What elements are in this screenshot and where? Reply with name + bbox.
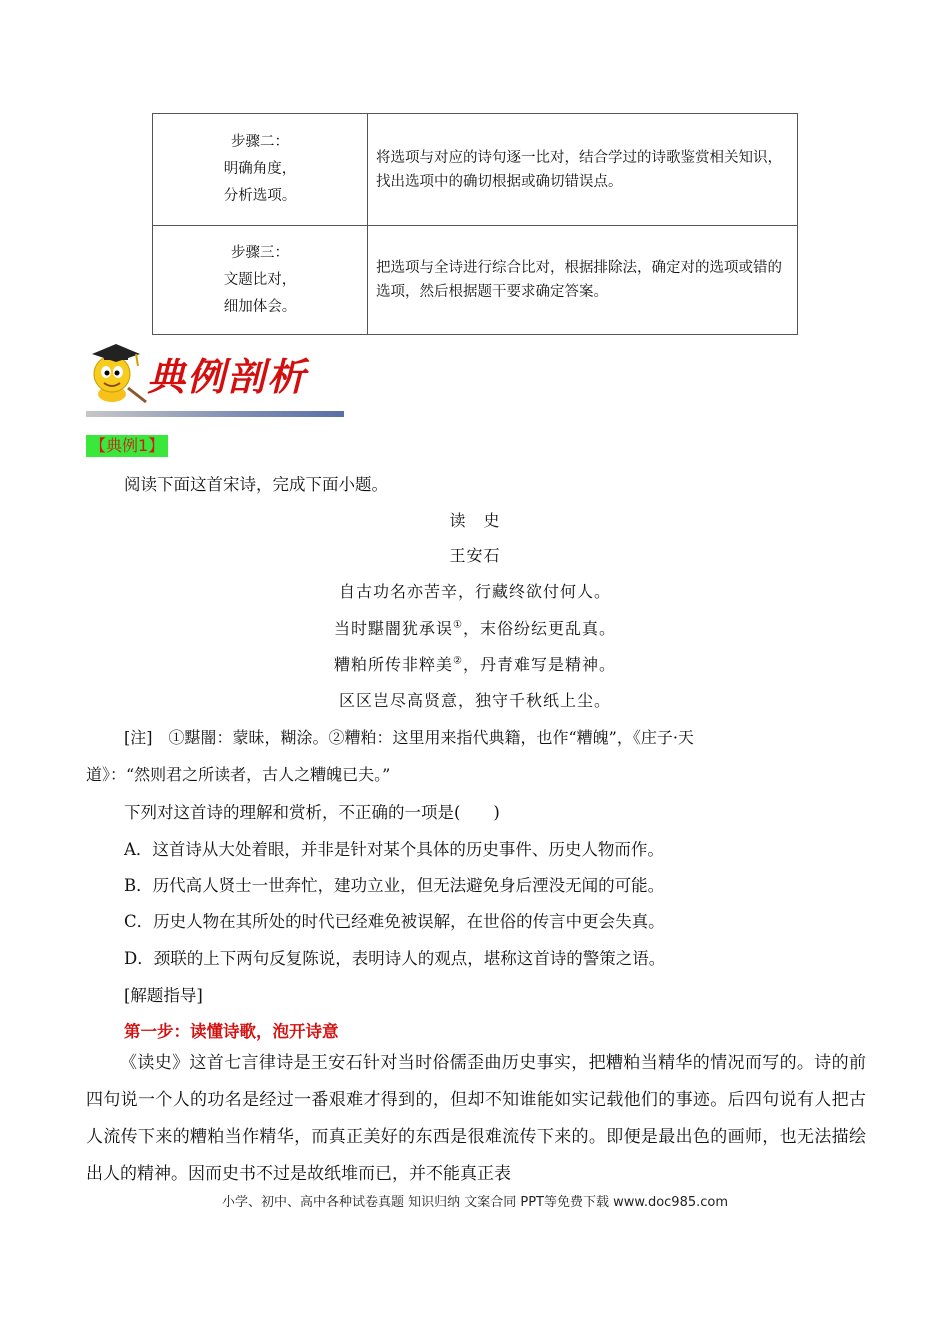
poem-line: 当时黮闇犹承误①，末俗纷纭更乱真。 xyxy=(334,619,616,638)
page-footer: 小学、初中、高中各种试卷真题 知识归纳 文案合同 PPT等免费下载 www.doc985.com xyxy=(221,1195,729,1210)
step-label: 细加体会。 xyxy=(223,298,297,315)
intro-text: 阅读下面这首宋诗，完成下面小题。 xyxy=(124,475,388,494)
guide-label: [解题指导] xyxy=(124,986,203,1005)
option-a: A．这首诗从大处着眼，并非是针对某个具体的历史事件、历史人物而作。 xyxy=(124,840,664,859)
step-label: 明确角度， xyxy=(223,161,297,177)
steps-table xyxy=(152,113,798,335)
poem-note: [注] ①黮闇：蒙昧，糊涂。②糟粕：这里用来指代典籍，也作“糟魄”，《庄子·天 xyxy=(124,728,694,747)
step-cell xyxy=(153,226,368,335)
option-d: D．颈联的上下两句反复陈说，表明诗人的观点，堪称这首诗的警策之语。 xyxy=(124,949,666,968)
poem-line: 糟粕所传非粹美②，丹青难写是精神。 xyxy=(334,655,616,674)
poem-author: 王安石 xyxy=(449,546,501,565)
option-b: B．历代高人贤士一世奔忙，建功立业，但无法避免身后湮没无闻的可能。 xyxy=(124,876,665,895)
step-label: 步骤三： xyxy=(231,244,289,261)
step-label: 步骤二： xyxy=(231,134,289,150)
step-label: 文题比对， xyxy=(223,271,297,288)
step-description: 将选项与对应的诗句逐一比对，结合学过的诗歌鉴赏相关知识，找出选项中的确切根据或确切错误点。 xyxy=(368,114,798,226)
table-row xyxy=(153,226,798,335)
poem-line: 区区岂尽高贤意，独守千秋纸上尘。 xyxy=(338,691,611,710)
question-stem: 下列对这首诗的理解和赏析，不正确的一项是( ) xyxy=(124,803,500,822)
poem-note: 道》：“然则君之所读者，古人之糟魄已夫。” xyxy=(86,765,391,784)
step-label: 分析选项。 xyxy=(223,188,297,204)
step-cell xyxy=(153,114,368,226)
step1-heading: 第一步：读懂诗歌，泡开诗意 xyxy=(124,1022,339,1041)
table-row xyxy=(153,114,798,226)
poem-line: 自古功名亦苦辛，行藏终欲付何人。 xyxy=(338,582,611,601)
example-tag: 【典例1】 xyxy=(86,435,168,457)
poem-title: 读 史 xyxy=(449,511,501,530)
option-c: C．历史人物在其所处的时代已经难免被误解，在世俗的传言中更会失真。 xyxy=(124,912,665,931)
analysis-paragraph: 《读史》这首七言律诗是王安石针对当时俗儒歪曲历史事实，把糟粕当精华的情况而写的。诗的前四句说一个人的功名是经过一番艰难才得到的，但却不知谁能如实记载他们的事迹。后四句说有人把古人流传下来的糟粕当作精华，而真正美好的东西是很难流传下来的。即便是最出色的画师，也无法描绘出人的精神。因而史书不过是故纸堆而已，并不能真正表 xyxy=(86,1053,866,1184)
section-banner-title: 典例剖析 xyxy=(147,354,308,399)
banner-underline xyxy=(86,411,344,417)
step-description: 把选项与全诗进行综合比对，根据排除法，确定对的选项或错的选项，然后根据题干要求确定答案。 xyxy=(368,226,798,335)
